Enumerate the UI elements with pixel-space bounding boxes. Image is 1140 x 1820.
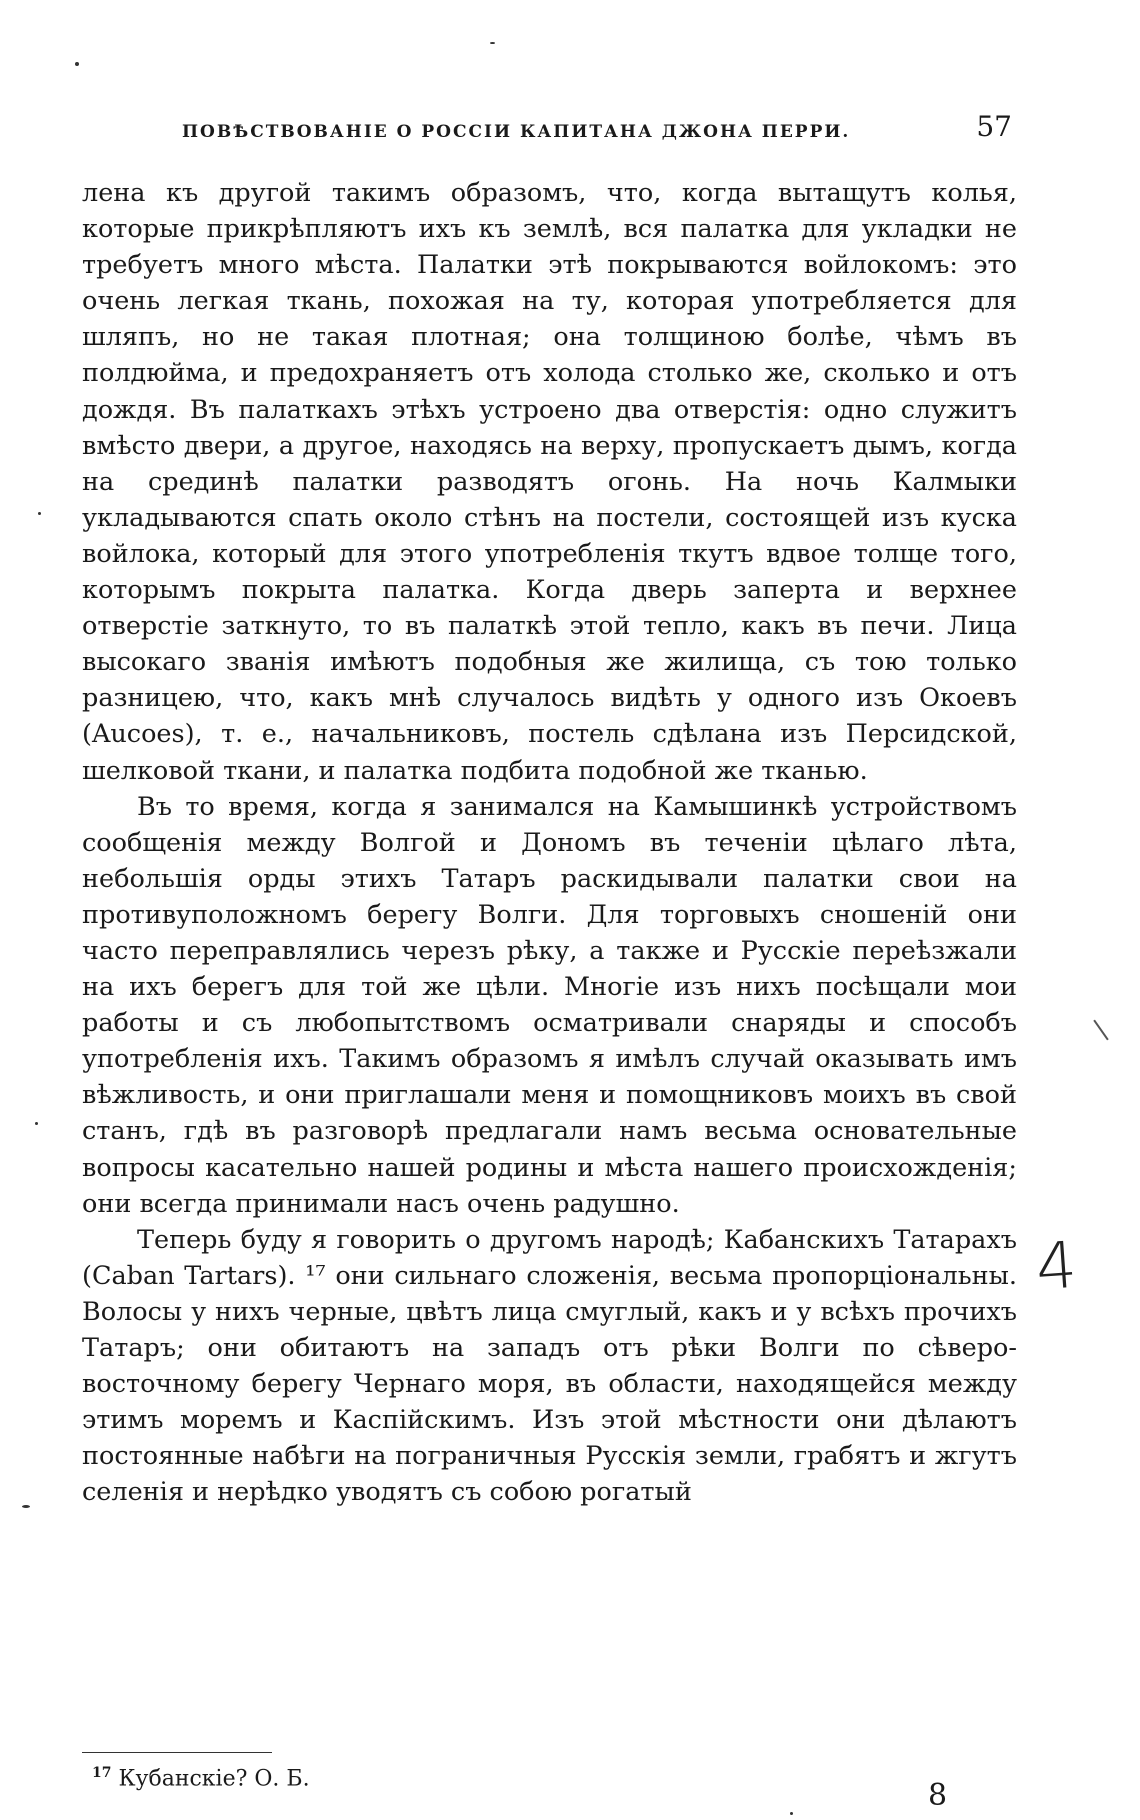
footnote-separator	[82, 1752, 272, 1753]
scan-speck	[490, 42, 495, 44]
footnote-marker: 17	[92, 1765, 112, 1781]
scan-speck	[35, 1122, 38, 1125]
paragraph-3: Теперь буду я говорить о другомъ народѣ; Кабанскихъ Татарахъ (Caban Tartars). ¹⁷ они сильнаго сложенія, весьма пропорціональны. Волосы у нихъ черные, цвѣтъ лица смуглый, какъ и у всѣхъ прочихъ Татаръ; они обитаютъ на западъ отъ рѣки Волги по сѣверо-восточному берегу Чернаго моря, въ области, находящейся между этимъ моремъ и Каспійскимъ. Изъ этой мѣстности они дѣлаютъ постоянные набѣги на пограничныя Русскія земли, грабятъ и жгутъ селенія и нерѣдко уводятъ съ собою рогатый	[82, 1224, 1017, 1508]
margin-annotation: 4	[1033, 1228, 1080, 1306]
paragraph-1: лена къ другой такимъ образомъ, что, когда вытащутъ колья, которые прикрѣпляютъ ихъ къ землѣ, вся палатка для укладки не требуетъ много мѣста. Палатки этѣ покрываются войлокомъ: это очень легкая ткань, похожая на ту, которая употребляется для шляпъ, но не такая плотная; она толщиною болѣе, чѣмъ въ полдюйма, и предохраняетъ отъ холода столько же, сколько и отъ дождя. Въ палаткахъ этѣхъ устроено два отверстія: одно служитъ вмѣсто двери, а другое, находясь на верху, пропускаетъ дымъ, когда на срединѣ палатки разводятъ огонь. На ночь Калмыки укладываются спать около стѣнъ на постели, состоящей изъ куска войлока, который для этого употребленія ткутъ вдвое толще того, которымъ покрыта палатка. Когда дверь заперта и верхнее отверстіе заткнуто, то въ палаткѣ этой тепло, какъ въ печи. Лица высокаго званія имѣютъ подобныя же жилища, съ тою только разницею, что, какъ мнѣ случалось видѣть у одного изъ Окоевъ (Aucoes), т. е., начальниковъ, постель сдѣлана изъ Персидской, шелковой ткани, и палатка подбита подобной же тканью.	[82, 178, 1017, 786]
paragraph-2: Въ то время, когда я занимался на Камышинкѣ устройствомъ сообщенія между Волгой и Дономъ въ теченіи цѣлаго лѣта, небольшія орды этихъ Татаръ раскидывали палатки свои на противуположномъ берегу Волги. Для торговыхъ сношеній они часто переправлялись черезъ рѣку, а также и Русскіе переѣзжали на ихъ берегъ для той же цѣли. Многіе изъ нихъ посѣщали мои работы и съ любопытствомъ осматривали снаряды и способъ употребленія ихъ. Такимъ образомъ я имѣлъ случай оказывать имъ вѣжливость, и они приглашали меня и помощниковъ моихъ въ свой станъ, гдѣ въ разговорѣ предлагали намъ весьма основательные вопросы касательно нашей родины и мѣста нашего происхожденія; они всегда принимали насъ очень радушно.	[82, 791, 1017, 1219]
scan-speck	[790, 1812, 793, 1815]
scan-speck	[22, 1505, 30, 1508]
scan-speck	[75, 62, 79, 66]
pencil-mark	[1093, 1020, 1108, 1041]
running-title: ПОВѢСТВОВАНІЕ О РОССІИ КАПИТАНА ДЖОНА ПЕРРИ.	[182, 122, 851, 142]
footnote	[92, 1765, 310, 1791]
scan-speck	[38, 512, 41, 515]
signature-mark: 8	[928, 1778, 948, 1813]
page-header	[82, 110, 1017, 150]
page-number: 57	[976, 110, 1012, 143]
main-text	[82, 175, 1017, 1510]
footnote-text: Кубанскіе? О. Б.	[118, 1766, 310, 1792]
